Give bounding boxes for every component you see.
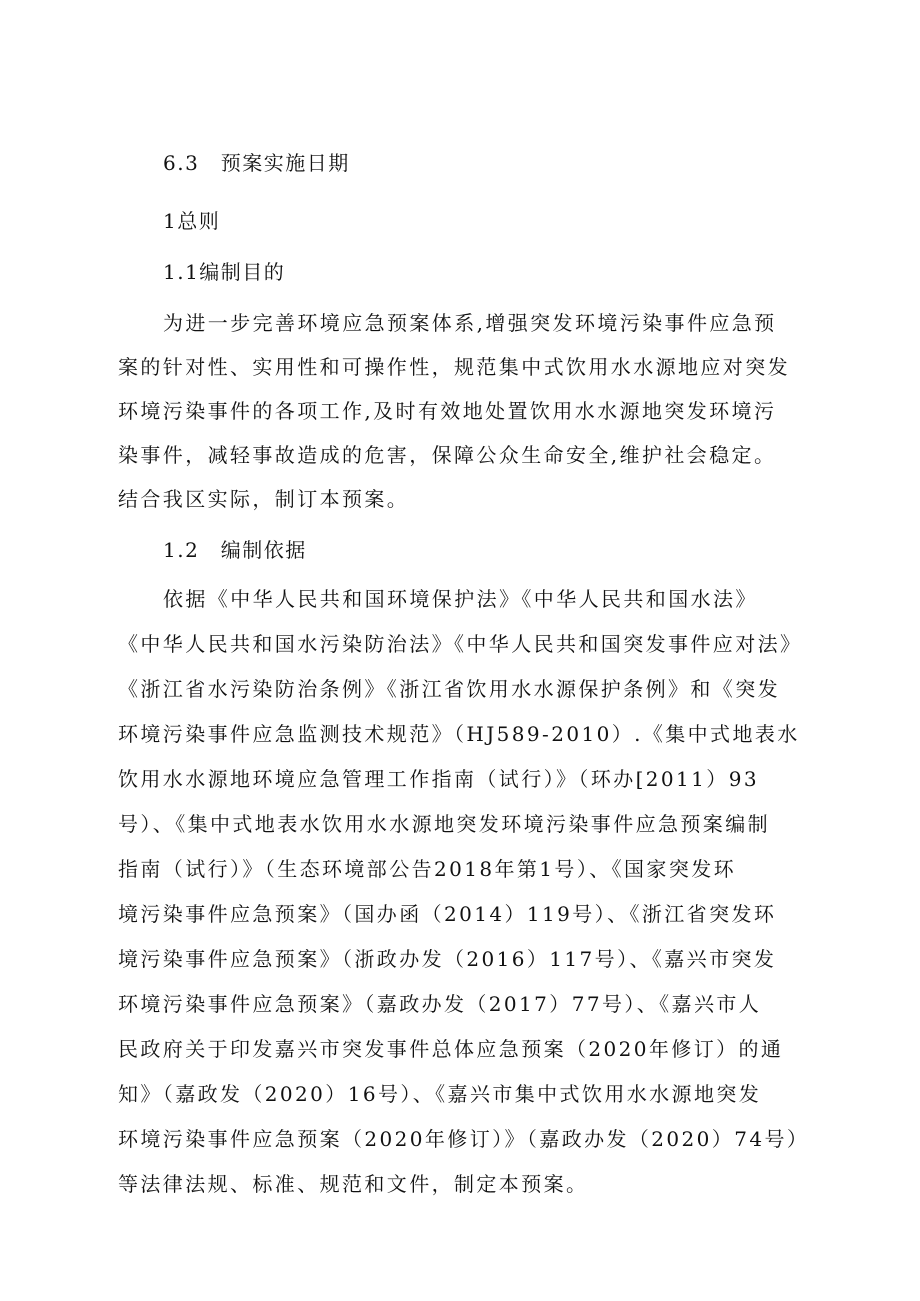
- paragraph-line: 环境污染事件应急预案》（嘉政办发（2017）77号）、《嘉兴市人: [118, 992, 762, 1016]
- paragraph-line: 等法律法规、标准、规范和文件，制定本预案。: [118, 1172, 589, 1196]
- section-1-1-title: 1.1编制目的: [163, 260, 286, 284]
- paragraph-line: 环境污染事件的各项工作,及时有效地处置饮用水水源地突发环境污: [118, 399, 777, 423]
- paragraph-line: 染事件，减轻事故造成的危害，保障公众生命安全,维护社会稳定。: [118, 443, 777, 467]
- paragraph-line: 案的针对性、实用性和可操作性，规范集中式饮用水水源地应对突发: [118, 355, 790, 379]
- paragraph-line: 指南（试行）》（生态环境部公告2018年第1号）、《国家突发环: [118, 857, 737, 881]
- paragraph-line: 为进一步完善环境应急预案体系,增强突发环境污染事件应急预: [163, 311, 777, 335]
- paragraph-line: 环境污染事件应急监测技术规范》（HJ589-2010）.《集中式地表水: [118, 722, 800, 746]
- paragraph-line: 环境污染事件应急预案（2020年修订）》（嘉政办发（2020）74号）: [118, 1127, 810, 1151]
- paragraph-line: 《中华人民共和国水污染防治法》《中华人民共和国突发事件应对法》: [118, 632, 803, 656]
- paragraph-line: 饮用水水源地环境应急管理工作指南（试行）》（环办[2011）93: [118, 767, 759, 791]
- paragraph-line: 号）、《集中式地表水饮用水水源地突发环境污染事件应急预案编制: [118, 812, 770, 836]
- paragraph-line: 知》（嘉政发（2020）16号）、《嘉兴市集中式饮用水水源地突发: [118, 1082, 762, 1106]
- paragraph-line: 《浙江省水污染防治条例》《浙江省饮用水水源保护条例》和《突发: [118, 677, 780, 701]
- section-1-title: 1总则: [163, 209, 221, 233]
- toc-entry: 6.3 预案实施日期: [163, 151, 350, 175]
- section-1-2-title: 1.2 编制依据: [163, 538, 307, 562]
- paragraph-line: 依据《中华人民共和国环境保护法》《中华人民共和国水法》: [163, 587, 758, 611]
- paragraph-line: 结合我区实际，制订本预案。: [118, 487, 410, 511]
- paragraph-line: 境污染事件应急预案》（国办函（2014）119号）、《浙江省突发环: [118, 902, 777, 926]
- paragraph-line: 民政府关于印发嘉兴市突发事件总体应急预案（2020年修订）的通: [118, 1037, 784, 1061]
- paragraph-line: 境污染事件应急预案》（浙政办发（2016）117号）、《嘉兴市突发: [118, 947, 777, 971]
